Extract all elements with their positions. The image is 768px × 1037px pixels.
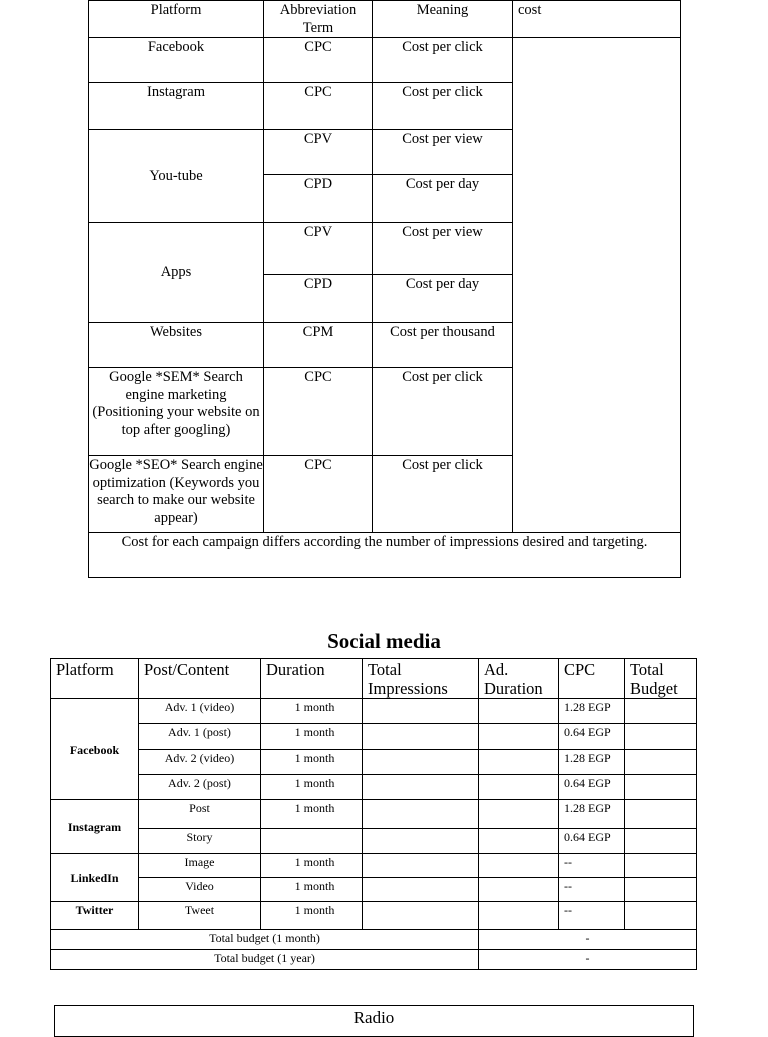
- ad-duration-cell: [479, 775, 559, 800]
- table-header-row: [51, 659, 697, 699]
- ad-duration-cell: [479, 724, 559, 750]
- header-platform: Platform: [89, 1, 264, 38]
- post-cell: Image: [139, 854, 261, 878]
- ad-duration-cell: [479, 902, 559, 930]
- meaning-cell: Cost per view: [373, 130, 513, 175]
- social-media-table: [50, 658, 697, 970]
- impressions-cell: [363, 800, 479, 829]
- duration-cell: 1 month: [261, 902, 363, 930]
- cpc-cell: --: [559, 878, 625, 902]
- budget-cell: [625, 699, 697, 724]
- meaning-cell: Cost per view: [373, 223, 513, 275]
- meaning-cell: Cost per day: [373, 275, 513, 323]
- duration-cell: 1 month: [261, 750, 363, 775]
- header-ad-duration: Ad. Duration: [479, 659, 559, 699]
- meaning-cell: Cost per click: [373, 456, 513, 533]
- platform-cell: Instagram: [89, 83, 264, 130]
- post-cell: Adv. 2 (video): [139, 750, 261, 775]
- meaning-cell: Cost per thousand: [373, 323, 513, 368]
- impressions-cell: [363, 724, 479, 750]
- header-cost: cost: [513, 1, 681, 38]
- ad-duration-cell: [479, 750, 559, 775]
- abbr-cell: CPC: [264, 368, 373, 456]
- total-year-value: -: [479, 950, 697, 970]
- post-cell: Adv. 2 (post): [139, 775, 261, 800]
- meaning-cell: Cost per day: [373, 175, 513, 223]
- header-duration: Duration: [261, 659, 363, 699]
- table-note-row: [89, 533, 681, 578]
- budget-cell: [625, 829, 697, 854]
- duration-cell: 1 month: [261, 800, 363, 829]
- header-abbreviation-term: Abbreviation Term: [264, 1, 373, 38]
- post-cell: Video: [139, 878, 261, 902]
- table-row: [51, 878, 697, 902]
- header-total-budget: Total Budget: [625, 659, 697, 699]
- platform-cell: Apps: [89, 223, 264, 323]
- table-row: [51, 750, 697, 775]
- total-row: [51, 930, 697, 950]
- budget-cell: [625, 854, 697, 878]
- meaning-cell: Cost per click: [373, 83, 513, 130]
- platform-cell: Websites: [89, 323, 264, 368]
- table-row: [51, 854, 697, 878]
- budget-cell: [625, 878, 697, 902]
- cpc-cell: --: [559, 902, 625, 930]
- budget-cell: [625, 800, 697, 829]
- duration-cell: 1 month: [261, 775, 363, 800]
- impressions-cell: [363, 902, 479, 930]
- table-header-row: [89, 1, 681, 38]
- impressions-cell: [363, 854, 479, 878]
- impressions-cell: [363, 699, 479, 724]
- header-meaning: Meaning: [373, 1, 513, 38]
- post-cell: Adv. 1 (post): [139, 724, 261, 750]
- cpc-cell: 1.28 EGP: [559, 750, 625, 775]
- table-row: [51, 724, 697, 750]
- impressions-cell: [363, 829, 479, 854]
- platform-cell: Google *SEO* Search engine optimization (Keywords you search to make our website appear): [89, 456, 264, 533]
- ad-duration-cell: [479, 800, 559, 829]
- meaning-cell: Cost per click: [373, 38, 513, 83]
- ad-duration-cell: [479, 878, 559, 902]
- cpc-cell: 1.28 EGP: [559, 800, 625, 829]
- total-year-label: Total budget (1 year): [51, 950, 479, 970]
- header-post-content: Post/Content: [139, 659, 261, 699]
- ad-duration-cell: [479, 854, 559, 878]
- cpc-cell: 0.64 EGP: [559, 829, 625, 854]
- budget-cell: [625, 775, 697, 800]
- cpc-cell: 1.28 EGP: [559, 699, 625, 724]
- header-cpc: CPC: [559, 659, 625, 699]
- budget-cell: [625, 902, 697, 930]
- table-row: [51, 902, 697, 930]
- budget-cell: [625, 724, 697, 750]
- abbr-cell: CPD: [264, 275, 373, 323]
- abbr-cell: CPV: [264, 130, 373, 175]
- cpc-cell: --: [559, 854, 625, 878]
- platform-cell: Google *SEM* Search engine marketing (Positioning your website on top after googling): [89, 368, 264, 456]
- duration-cell: 1 month: [261, 699, 363, 724]
- duration-cell: 1 month: [261, 878, 363, 902]
- table-row: [51, 800, 697, 829]
- duration-cell: 1 month: [261, 724, 363, 750]
- duration-cell: [261, 829, 363, 854]
- table-row: [51, 775, 697, 800]
- platform-cell: Instagram: [51, 800, 139, 854]
- campaign-cost-note: Cost for each campaign differs according the number of impressions desired and targeting.: [89, 533, 681, 578]
- radio-section-title: Radio: [54, 1005, 694, 1037]
- impressions-cell: [363, 775, 479, 800]
- abbr-cell: CPC: [264, 83, 373, 130]
- cpc-cell: 0.64 EGP: [559, 775, 625, 800]
- post-cell: Adv. 1 (video): [139, 699, 261, 724]
- platform-cell: LinkedIn: [51, 854, 139, 902]
- meaning-cell: Cost per click: [373, 368, 513, 456]
- post-cell: Story: [139, 829, 261, 854]
- impressions-cell: [363, 878, 479, 902]
- budget-cell: [625, 750, 697, 775]
- header-total-impressions: Total Impressions: [363, 659, 479, 699]
- total-row: [51, 950, 697, 970]
- ad-duration-cell: [479, 829, 559, 854]
- abbreviation-table: [88, 0, 681, 578]
- platform-cell: Twitter: [51, 902, 139, 930]
- total-month-value: -: [479, 930, 697, 950]
- header-platform: Platform: [51, 659, 139, 699]
- abbr-cell: CPC: [264, 38, 373, 83]
- abbr-cell: CPV: [264, 223, 373, 275]
- cpc-cell: 0.64 EGP: [559, 724, 625, 750]
- platform-cell: Facebook: [89, 38, 264, 83]
- table-row: [51, 699, 697, 724]
- platform-cell: Facebook: [51, 699, 139, 800]
- cost-cell: [513, 38, 681, 533]
- platform-cell: You-tube: [89, 130, 264, 223]
- social-media-title: Social media: [327, 629, 441, 653]
- abbr-cell: CPM: [264, 323, 373, 368]
- ad-duration-cell: [479, 699, 559, 724]
- abbr-cell: CPC: [264, 456, 373, 533]
- table-row: [51, 829, 697, 854]
- post-cell: Post: [139, 800, 261, 829]
- abbr-cell: CPD: [264, 175, 373, 223]
- impressions-cell: [363, 750, 479, 775]
- total-month-label: Total budget (1 month): [51, 930, 479, 950]
- table-row: [89, 38, 681, 83]
- post-cell: Tweet: [139, 902, 261, 930]
- duration-cell: 1 month: [261, 854, 363, 878]
